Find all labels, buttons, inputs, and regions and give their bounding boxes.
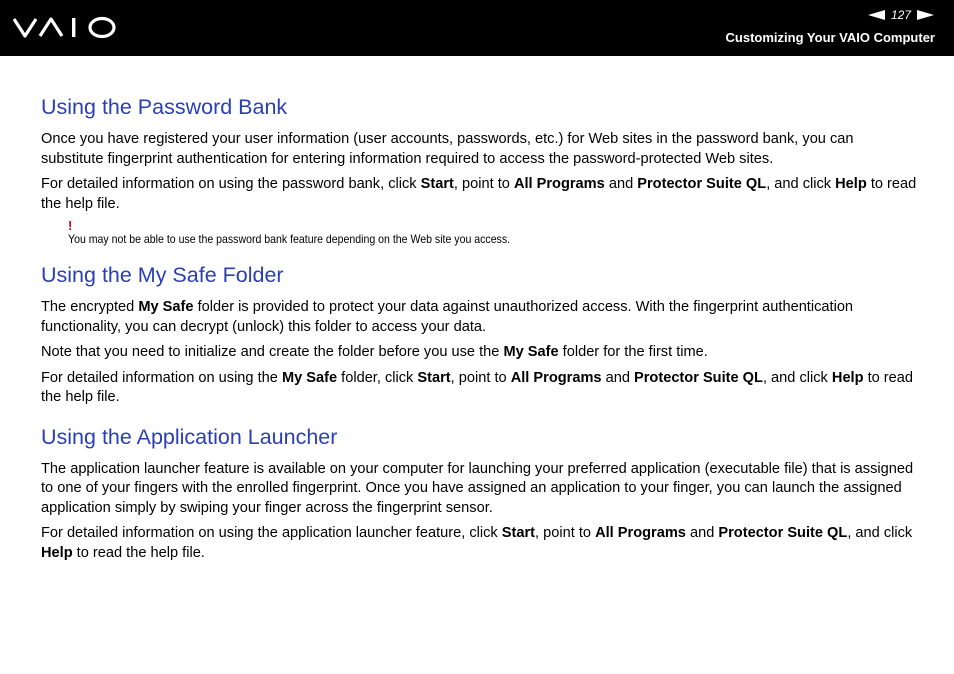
paragraph: For detailed information on using the application launcher feature, click Start, point to All Programs and Protector Suite QL, and click Help to read the help file. [41,525,913,561]
paragraph: The encrypted My Safe folder is provided to protect your data against unauthorized access. With the fingerprint authentication functionality, you can decrypt (unlock) this folder to access your data. [41,299,854,335]
heading-my-safe-folder: Using the My Safe Folder [41,263,284,287]
document-body [41,93,919,569]
chapter-title: Customizing Your VAIO Computer [725,30,935,45]
vaio-logo [12,14,122,42]
page-number: 127 [890,8,911,22]
paragraph: Note that you need to initialize and create the folder before you use the My Safe folder for the first time. [41,344,708,360]
paragraph: The application launcher feature is available on your computer for launching your preferred application (executable file) that is assigned to one of your fingers with the enrolled fingerprint. Once you have assigned an application to your finger, you can launch the assigned application simply by swiping your finger across the fingerprint sensor. [41,460,914,516]
heading-password-bank: Using the Password Bank [41,95,288,119]
note [68,220,919,247]
note-text: You may not be able to use the password bank feature depending on the Web site you access. [68,232,511,246]
page-navigator [868,7,934,23]
paragraph: Once you have registered your user information (user accounts, passwords, etc.) for Web sites in the password bank, you can substitute fingerprint authentication for entering information required to access the password-protected Web sites. [41,131,854,167]
paragraph: For detailed information on using the My Safe folder, click Start, point to All Programs and Protector Suite QL, and click Help to read the help file. [41,369,914,405]
paragraph: For detailed information on using the password bank, click Start, point to All Programs and Protector Suite QL, and click Help to read the help file. [41,176,917,212]
heading-application-launcher: Using the Application Launcher [41,424,338,449]
warning-exclamation-icon: ! [68,218,73,233]
header-bar [0,0,954,56]
next-page-arrow-icon[interactable] [917,10,934,20]
previous-page-arrow-icon[interactable] [868,10,885,20]
